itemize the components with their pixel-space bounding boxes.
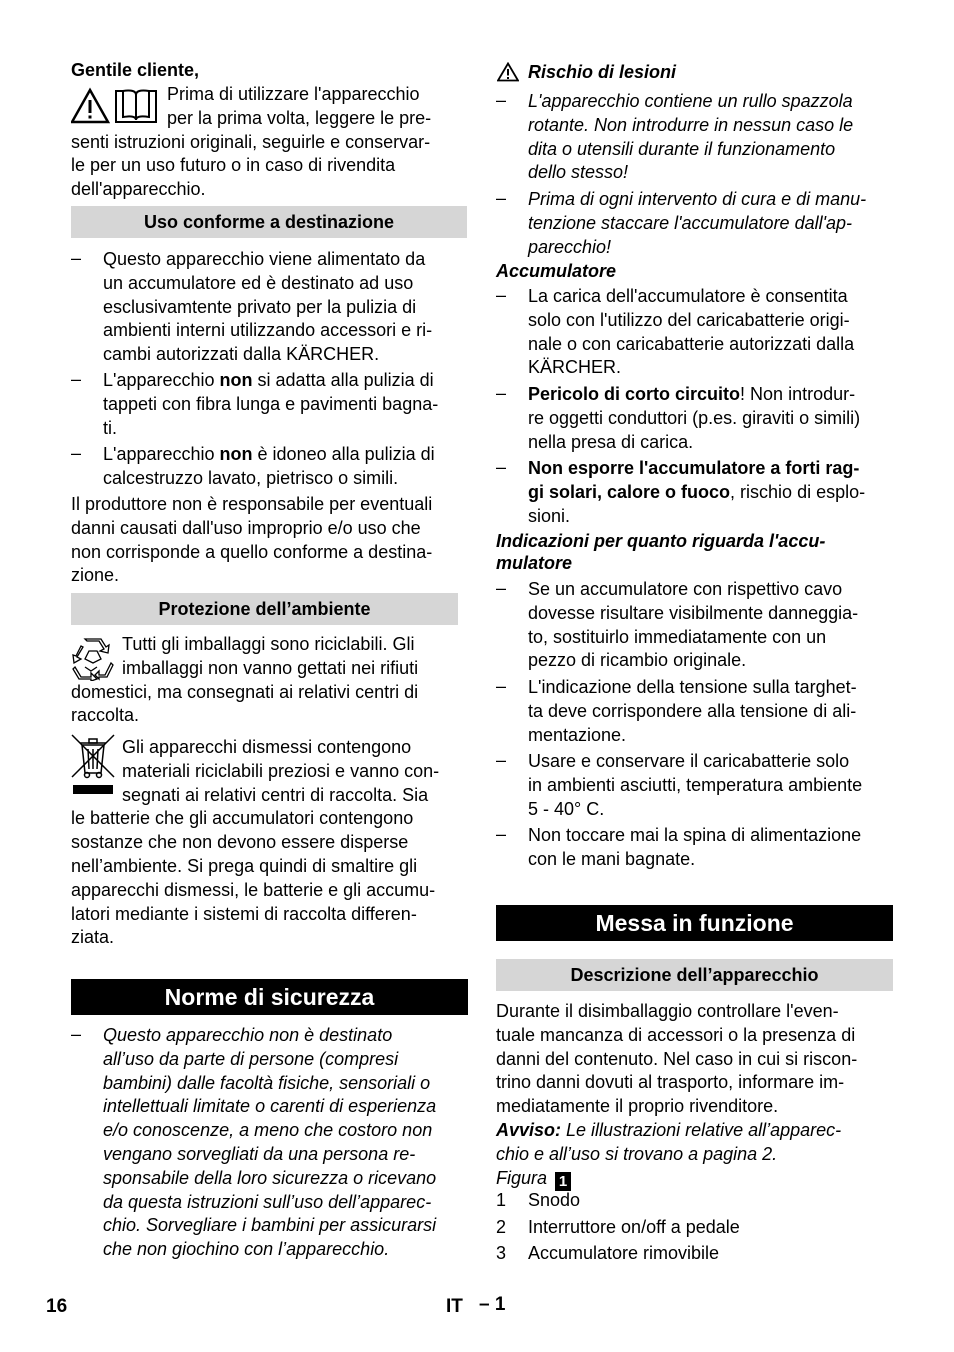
part-item: 1 (496, 1190, 507, 1210)
crossed-bin-icon (70, 733, 116, 797)
dismessi-line: ziata. (71, 927, 115, 948)
avviso-note: Avviso: Le illustrazioni relative all’apparec- chio e all’uso si trovano a pagina 2. (496, 1120, 842, 1164)
list-item: – L'apparecchio contiene un rullo spazzola rotante. Non introdurre in nessun caso le dita o utensili durante il funzionamento dello stesso! (496, 90, 854, 183)
durante-paragraph: Durante il disimballaggio controllare l'even- tuale mancanza di accessori o la presenza di danni del contenuto. Nel caso in cui si riscon- trino danni dovuti al trasporto, informare im- mediatamente il proprio rivenditore. (496, 1001, 858, 1117)
language-code: IT (446, 1296, 463, 1317)
warning-icon (497, 62, 519, 82)
list-item: – L'indicazione della tensione sulla targhet- ta deve corrispondere alla tensione di ali- mentazione. (496, 676, 857, 745)
intro-line: le per un uso futuro o in caso di rivendita (71, 155, 396, 176)
dismessi-line: apparecchi dismessi, le batterie e gli accumu- (71, 879, 436, 900)
page-number: 16 (46, 1296, 68, 1317)
figura-reference: Figura 1 (496, 1167, 571, 1191)
dismessi-line: sostanze che non devono essere disperse (71, 832, 409, 853)
list-item: – Se un accumulatore con rispettivo cavo dovesse risultare visibilmente danneggia- to, sostituirlo immediatamente con un pezzo di ricambio originale. (496, 578, 859, 671)
dismessi-line: le batterie che gli accumulatori contengono (71, 808, 414, 829)
list-item: – L'apparecchio non è idoneo alla pulizia di calcestruzzo lavato, pietrisco o simili. (71, 443, 435, 488)
part-item: 3 (496, 1243, 507, 1263)
greeting: Gentile cliente, (71, 60, 200, 80)
list-item: – La carica dell'accumulatore è consentita solo con l'utilizzo del caricabatterie origi- nale o con caricabatterie autorizzati dalla KÄRCHER. (496, 285, 855, 378)
dismessi-line: nell’ambiente. Si prega quindi di smaltire gli (71, 855, 418, 876)
indicazioni-heading: Indicazioni per quanto riguarda l'accu- mulatore (496, 531, 826, 573)
intro-line: per la prima volta, leggere le pre- (167, 107, 432, 128)
list-item: – Questo apparecchio non è destinato all’uso da parte di persone (compresi bambini) dalle facoltà fisiche, sensoriali o intellettuali limitate o carenti di esperienza e/o conoscenze, a meno che costoro non vengano sorvegliati da una persona re- sponsabile della loro sicurezza o ricevano da questa istruzioni sull’uso dell’apparec- chio. Sorvegliare i bambini per assicurarsi che non giochino con l’apparecchio. (71, 1024, 437, 1260)
part-label: Interruttore on/off a pedale (528, 1217, 740, 1237)
rischio-heading: Rischio di lesioni (528, 62, 677, 82)
section-heading-messa: Messa in funzione (496, 905, 893, 941)
section-heading-descrizione: Descrizione dell’apparecchio (496, 959, 893, 991)
figure-number-badge: 1 (555, 1172, 571, 1191)
list-item: – Pericolo di corto circuito! Non introdur- re oggetti conduttori (p.es. giraviti o simili) nella presa di carica. (496, 383, 861, 452)
warning-manual-icon (71, 87, 161, 125)
intro-line: Prima di utilizzare l'apparecchio (167, 84, 420, 104)
imballaggi-line: Tutti gli imballaggi sono riciclabili. Gli (122, 634, 415, 654)
imballaggi-line: domestici, ma consegnati ai relativi centri di (71, 681, 419, 702)
list-item: – Non esporre l'accumulatore a forti rag- gi solari, calore o fuoco, rischio di esplo- sioni. (496, 457, 866, 526)
section-heading-norme: Norme di sicurezza (71, 979, 468, 1015)
produttore-paragraph: Il produttore non è responsabile per eventuali danni causati dall'uso improprio e/o uso che non corrisponde a quello conforme a destina- zione. (71, 494, 433, 586)
intro-line: dell'apparecchio. (71, 179, 206, 200)
part-item: 2 (496, 1217, 507, 1237)
intro-line: senti istruzioni originali, seguirle e conservar- (71, 131, 431, 152)
list-item: – Non toccare mai la spina di alimentazione con le mani bagnate. (496, 824, 862, 869)
dismessi-line: materiali riciclabili preziosi e vanno con- (122, 760, 440, 781)
imballaggi-line: imballaggi non vanno gettati nei rifiuti (122, 657, 419, 678)
list-item: – Prima di ogni intervento di cura e di manu- tenzione staccare l'accumulatore dall'ap- parecchio! (496, 188, 867, 257)
accumulatore-heading: Accumulatore (496, 261, 617, 281)
section-heading-uso: Uso conforme a destinazione (71, 206, 467, 238)
dismessi-line: latori mediante i sistemi di raccolta differen- (71, 903, 417, 924)
dismessi-line: Gli apparecchi dismessi contengono (122, 737, 412, 757)
list-item: – Questo apparecchio viene alimentato da un accumulatore ed è destinato ad uso esclusivamtente privato per la pulizia di ambienti interni utilizzando accessori e ri- cambi autorizzati dalla KÄRCHER. (71, 248, 433, 365)
recycle-icon (71, 637, 115, 681)
dismessi-line: segnati ai relativi centri di raccolta. Sia (122, 784, 429, 805)
section-heading-ambiente: Protezione dell’ambiente (71, 593, 458, 625)
section-page: – 1 (479, 1294, 506, 1315)
part-label: Snodo (528, 1190, 581, 1210)
list-item: – Usare e conservare il caricabatterie solo in ambienti asciutti, temperatura ambiente 5 - 40° C. (496, 750, 863, 819)
imballaggi-line: raccolta. (71, 705, 140, 726)
list-item: – L'apparecchio non si adatta alla pulizia di tappeti con fibra lunga e pavimenti bagna- ti. (71, 369, 439, 438)
part-label: Accumulatore rimovibile (528, 1243, 720, 1263)
